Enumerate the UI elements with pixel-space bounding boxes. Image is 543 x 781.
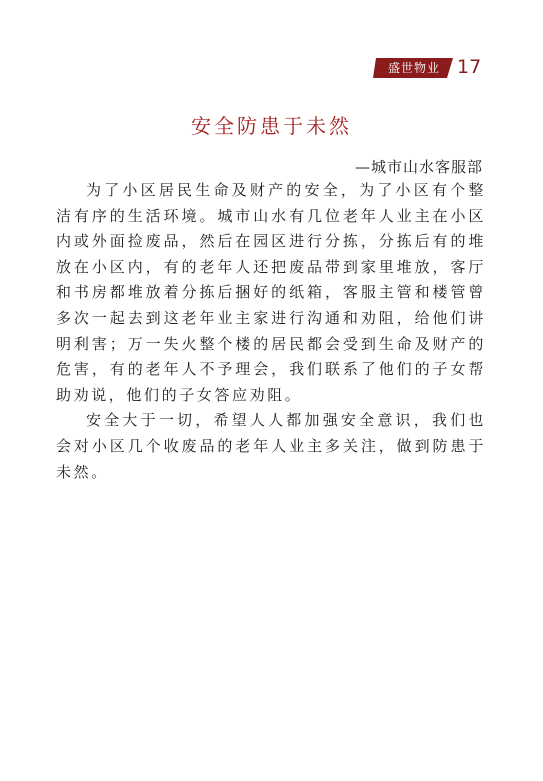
article-title: 安全防患于未然 [191, 114, 352, 138]
article-paragraph: 安全大于一切，希望人人都加强安全意识，我们也会对小区几个收废品的老年人业主多关注，做到防患于未然。 [56, 411, 486, 481]
article-byline: —城市山水客服部 [354, 158, 483, 176]
section-label: 盛世物业 [387, 61, 440, 75]
page-number: 17 [457, 56, 482, 78]
article-paragraph: 为了小区居民生命及财产的安全，为了小区有个整洁有序的生活环境。城市山水有几位老年人业主在小区内或外面捡废品，然后在园区进行分拣，分拣后有的堆放在小区内，有的老年人还把废品带到家里堆放，客厅和书房都堆放着分拣后捆好的纸箱，客服主管和楼管曾多次一起去到这老年业主家进行沟通和劝阻，给他们讲明利害；万一失火整个楼的居民都会受到生命及财产的危害，有的老年人不予理会，我们联系了他们的子女帮助劝说，他们的子女答应劝阻。 [56, 181, 486, 404]
article-body [56, 178, 486, 485]
